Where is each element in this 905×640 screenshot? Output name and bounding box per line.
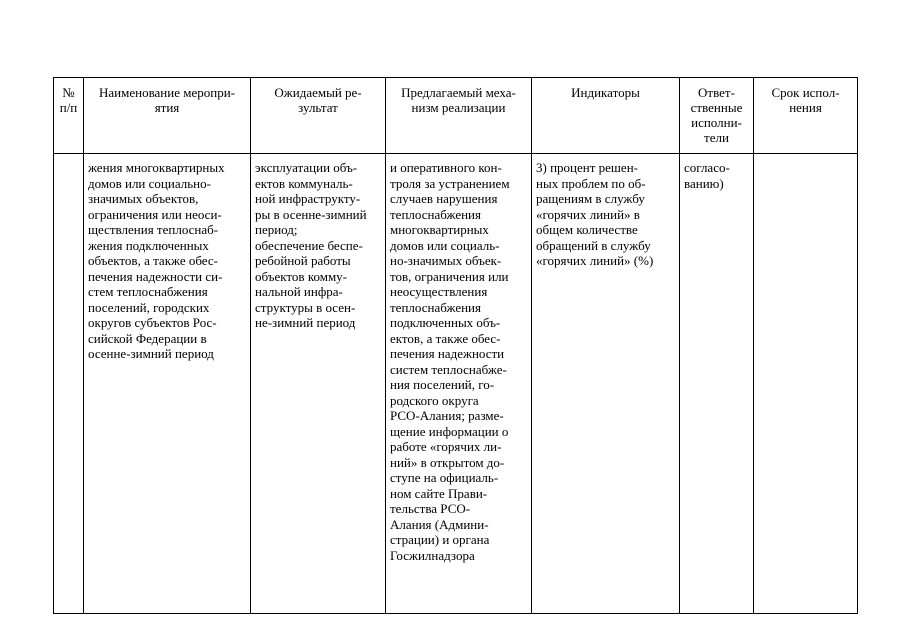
cell-result: эксплуатации объ- ектов коммуналь- ной инфраструкту- ры в осенне-зимний период; обеспечение беспе- ребойной работы объектов комму- нальной инфра- структуры в осен- не-зимний период (251, 154, 386, 614)
header-result: Ожидаемый ре- зультат (251, 78, 386, 154)
header-responsible: Ответ- ственные исполни- тели (680, 78, 754, 154)
cell-indicators: 3) процент решен- ных проблем по об- ращениям в службу «горячих линий» в общем количестве обращений в службу «горячих линий» (%) (532, 154, 680, 614)
table-row (54, 154, 858, 614)
cell-name: жения многоквартирных домов или социально- значимых объектов, ограничения или неоси- ществления теплоснаб- жения подключенных объектов, а также обес- печения надежности си- стем теплоснабжения поселений, городских округов субъектов Рос- сийской Федерации в осенне-зимний период (84, 154, 251, 614)
header-deadline: Срок испол- нения (754, 78, 858, 154)
table-header-row (54, 78, 858, 154)
header-indicators: Индикаторы (532, 78, 680, 154)
header-mechanism: Предлагаемый меха- низм реализации (386, 78, 532, 154)
header-num: № п/п (54, 78, 84, 154)
header-name: Наименование меропри- ятия (84, 78, 251, 154)
document-table (53, 77, 858, 614)
cell-deadline (754, 154, 858, 614)
cell-responsible: согласо- ванию) (680, 154, 754, 614)
cell-mechanism: и оперативного кон- троля за устранением случаев нарушения теплоснабжения многоквартирных домов или социаль- но-значимых объек- тов, ограничения или неосуществления теплоснабжения подключенных объ- ектов, а также обес- печения надежности систем теплоснабже- ния поселений, го- родского округа РСО-Алания; разме- щение информации о работе «горячих ли- ний» в открытом до- ступе на официаль- ном сайте Прави- тельства РСО- Алания (Админи- страции) и органа Госжилнадзора (386, 154, 532, 614)
cell-num (54, 154, 84, 614)
